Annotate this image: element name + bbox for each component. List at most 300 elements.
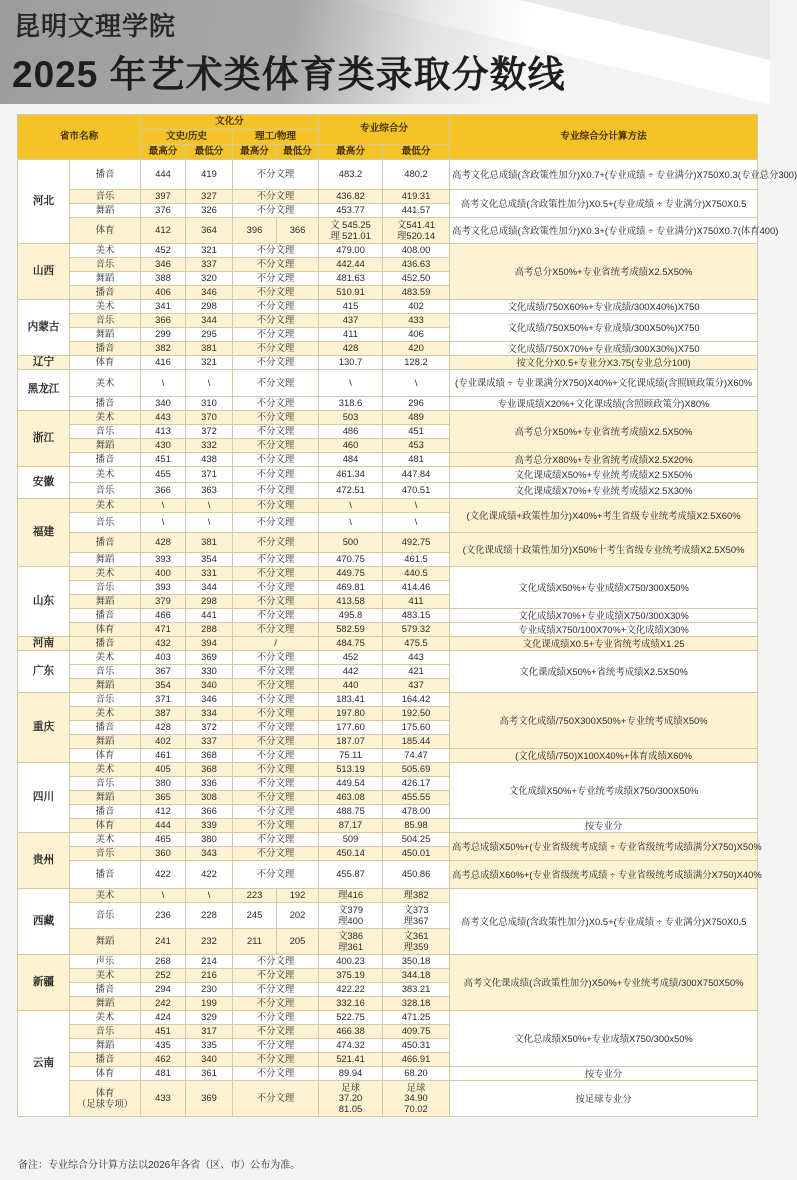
- score-cell: 足球 34.90 70.02: [383, 1081, 450, 1117]
- score-cell: 175.60: [383, 721, 450, 735]
- major-cell: 播音: [70, 533, 141, 553]
- major-cell: 舞蹈: [70, 272, 141, 286]
- table-row: [18, 453, 758, 467]
- major-cell: 舞蹈: [70, 735, 141, 749]
- score-cell: 339: [186, 819, 233, 833]
- major-cell: 美术: [70, 1011, 141, 1025]
- major-cell: 体育: [70, 819, 141, 833]
- major-cell: 音乐: [70, 190, 141, 204]
- method-cell: 按文化分X0.5+专业分X3.75(专业总分100): [450, 356, 758, 370]
- score-cell: 不分文理: [233, 777, 319, 791]
- method-cell: 文化课成绩X70%+专业统考成绩X2.5X30%: [450, 483, 758, 499]
- score-cell: \: [319, 499, 383, 513]
- score-cell: 452.50: [383, 272, 450, 286]
- score-cell: 不分文理: [233, 397, 319, 411]
- score-cell: 478.00: [383, 805, 450, 819]
- score-cell: 480.2: [383, 160, 450, 190]
- major-cell: 音乐: [70, 1025, 141, 1039]
- score-cell: 128.2: [383, 356, 450, 370]
- method-cell: 高考文化总成绩(含政策性加分)X0.3+(专业成绩 ÷ 专业满分)X750X0.7(体育400): [450, 218, 758, 244]
- score-cell: 理416: [319, 889, 383, 903]
- score-cell: 294: [141, 983, 186, 997]
- score-cell: 393: [141, 553, 186, 567]
- score-cell: 452: [319, 651, 383, 665]
- score-cell: 451: [383, 425, 450, 439]
- method-cell: 高考文化总成绩(含政策性加分)X0.5+(专业成绩 ÷ 专业满分)X750X0.5: [450, 190, 758, 218]
- province-name: 重庆: [18, 693, 70, 763]
- score-cell: 不分文理: [233, 595, 319, 609]
- score-cell: 380: [186, 833, 233, 847]
- score-cell: 299: [141, 328, 186, 342]
- score-cell: 346: [186, 693, 233, 707]
- score-cell: 不分文理: [233, 983, 319, 997]
- table-row: [18, 370, 758, 397]
- score-cell: 187.07: [319, 735, 383, 749]
- score-cell: 420: [383, 342, 450, 356]
- score-cell: 388: [141, 272, 186, 286]
- score-cell: 310: [186, 397, 233, 411]
- score-cell: \: [319, 370, 383, 397]
- table-row: [18, 833, 758, 847]
- school-name: 昆明文理学院: [14, 11, 177, 41]
- province-name: 河南: [18, 637, 70, 651]
- score-cell: 不分文理: [233, 370, 319, 397]
- score-cell: \: [186, 499, 233, 513]
- score-cell: 不分文理: [233, 272, 319, 286]
- major-cell: 播音: [70, 861, 141, 889]
- score-cell: 433: [383, 314, 450, 328]
- score-cell: 505.69: [383, 763, 450, 777]
- header-arts: 文史/历史: [141, 130, 233, 145]
- score-cell: 582.59: [319, 623, 383, 637]
- score-cell: 不分文理: [233, 513, 319, 533]
- score-cell: 335: [186, 1039, 233, 1053]
- score-cell: 430: [141, 439, 186, 453]
- score-cell: 484: [319, 453, 383, 467]
- table-row: [18, 356, 758, 370]
- score-cell: 197.80: [319, 707, 383, 721]
- major-cell: 舞蹈: [70, 997, 141, 1011]
- score-cell: 130.7: [319, 356, 383, 370]
- score-cell: 354: [141, 679, 186, 693]
- major-cell: 体育: [70, 623, 141, 637]
- score-cell: 不分文理: [233, 453, 319, 467]
- score-cell: 343: [186, 847, 233, 861]
- table-row: [18, 300, 758, 314]
- score-cell: 438: [186, 453, 233, 467]
- score-cell: 470.51: [383, 483, 450, 499]
- score-cell: 334: [186, 707, 233, 721]
- score-cell: 495.8: [319, 609, 383, 623]
- score-cell: 不分文理: [233, 609, 319, 623]
- score-cell: 440.5: [383, 567, 450, 581]
- major-cell: 播音: [70, 397, 141, 411]
- score-cell: 371: [186, 467, 233, 483]
- table-row: [18, 567, 758, 581]
- major-cell: 音乐: [70, 665, 141, 679]
- score-cell: \: [383, 499, 450, 513]
- score-cell: 415: [319, 300, 383, 314]
- score-cell: /: [233, 637, 319, 651]
- major-cell: 体育: [70, 356, 141, 370]
- score-cell: 317: [186, 1025, 233, 1039]
- score-cell: 437: [383, 679, 450, 693]
- score-cell: 不分文理: [233, 1011, 319, 1025]
- score-cell: 不分文理: [233, 553, 319, 567]
- score-cell: 不分文理: [233, 861, 319, 889]
- score-cell: 74.47: [383, 749, 450, 763]
- score-cell: 75.11: [319, 749, 383, 763]
- major-cell: 体育: [70, 1067, 141, 1081]
- score-cell: 不分文理: [233, 763, 319, 777]
- score-cell: 412: [141, 805, 186, 819]
- score-cell: 426.17: [383, 777, 450, 791]
- province-name: 浙江: [18, 411, 70, 467]
- method-cell: 按专业分: [450, 819, 758, 833]
- header-sci: 理工/物理: [233, 130, 319, 145]
- score-cell: 不分文理: [233, 499, 319, 513]
- score-cell: 432: [141, 637, 186, 651]
- header-method: 专业综合分计算方法: [450, 115, 758, 160]
- score-cell: 453.77: [319, 204, 383, 218]
- major-cell: 舞蹈: [70, 439, 141, 453]
- score-cell: 440: [319, 679, 383, 693]
- score-cell: 不分文理: [233, 833, 319, 847]
- score-cell: 不分文理: [233, 439, 319, 453]
- score-cell: \: [383, 513, 450, 533]
- score-cell: 441.57: [383, 204, 450, 218]
- score-cell: 479.00: [319, 244, 383, 258]
- score-cell: 462: [141, 1053, 186, 1067]
- score-cell: 461: [141, 749, 186, 763]
- score-cell: 455.55: [383, 791, 450, 805]
- province-name: 山西: [18, 244, 70, 300]
- score-cell: 402: [141, 735, 186, 749]
- province-name: 广东: [18, 651, 70, 693]
- method-cell: 高考总分X50%+专业省统考成绩X2.5X50%: [450, 411, 758, 453]
- score-cell: 321: [186, 356, 233, 370]
- header-min: 最低分: [277, 145, 319, 160]
- score-cell: 183.41: [319, 693, 383, 707]
- score-cell: 不分文理: [233, 425, 319, 439]
- method-cell: 文化成绩X70%+专业成绩X750/300X30%: [450, 609, 758, 623]
- score-cell: 268: [141, 955, 186, 969]
- score-cell: 466: [141, 609, 186, 623]
- score-cell: 400.23: [319, 955, 383, 969]
- score-cell: 不分文理: [233, 749, 319, 763]
- score-cell: 不分文理: [233, 286, 319, 300]
- method-cell: 文化成绩/750X60%+专业成绩/300X40%)X750: [450, 300, 758, 314]
- page-title: 2025 年艺术类体育类录取分数线: [12, 54, 566, 95]
- score-cell: 461.5: [383, 553, 450, 567]
- score-cell: 451: [141, 453, 186, 467]
- score-cell: 471.25: [383, 1011, 450, 1025]
- score-cell: 214: [186, 955, 233, 969]
- table-row: [18, 499, 758, 513]
- major-cell: 音乐: [70, 513, 141, 533]
- score-cell: 不分文理: [233, 244, 319, 258]
- major-cell: 美术: [70, 889, 141, 903]
- score-cell: 489: [383, 411, 450, 425]
- method-cell: 文化课成绩X50%+省统考成绩X2.5X50%: [450, 651, 758, 693]
- score-cell: 185.44: [383, 735, 450, 749]
- method-cell: 文化成绩/750X50%+专业成绩/300X50%)X750: [450, 314, 758, 342]
- score-cell: 437: [319, 314, 383, 328]
- major-cell: 音乐: [70, 693, 141, 707]
- major-cell: 音乐: [70, 425, 141, 439]
- score-cell: 340: [186, 1053, 233, 1067]
- table-row: [18, 218, 758, 244]
- score-cell: \: [141, 513, 186, 533]
- score-cell: 不分文理: [233, 819, 319, 833]
- score-cell: 474.32: [319, 1039, 383, 1053]
- score-cell: 文386 理361: [319, 929, 383, 955]
- score-cell: 不分文理: [233, 721, 319, 735]
- major-cell: 美术: [70, 370, 141, 397]
- score-cell: 403: [141, 651, 186, 665]
- method-cell: 文化总成绩X50%+专业成绩X750/300x50%: [450, 1011, 758, 1067]
- score-cell: 435: [141, 1039, 186, 1053]
- score-cell: 不分文理: [233, 847, 319, 861]
- method-cell: 高考总成绩X60%+(专业省级统考成绩 ÷ 专业省级统考成绩满分X750)X40%: [450, 861, 758, 889]
- major-cell: 体育: [70, 218, 141, 244]
- score-cell: \: [186, 889, 233, 903]
- score-cell: 433: [141, 1081, 186, 1117]
- major-cell: 播音: [70, 609, 141, 623]
- score-cell: 406: [383, 328, 450, 342]
- score-cell: 488.75: [319, 805, 383, 819]
- table-row: [18, 749, 758, 763]
- score-cell: 318.6: [319, 397, 383, 411]
- score-cell: 298: [186, 300, 233, 314]
- table-row: [18, 637, 758, 651]
- score-cell: 不分文理: [233, 314, 319, 328]
- score-cell: 不分文理: [233, 997, 319, 1011]
- score-cell: 397: [141, 190, 186, 204]
- score-cell: 416: [141, 356, 186, 370]
- score-cell: 不分文理: [233, 1025, 319, 1039]
- score-cell: 337: [186, 735, 233, 749]
- score-cell: \: [141, 370, 186, 397]
- province-name: 山东: [18, 567, 70, 637]
- score-cell: 509: [319, 833, 383, 847]
- score-cell: 245: [233, 903, 277, 929]
- score-cell: 不分文理: [233, 160, 319, 190]
- header-culture: 文化分: [141, 115, 319, 130]
- score-cell: 372: [186, 425, 233, 439]
- score-cell: 不分文理: [233, 258, 319, 272]
- major-cell: 美术: [70, 467, 141, 483]
- score-cell: 413.58: [319, 595, 383, 609]
- score-cell: 422.22: [319, 983, 383, 997]
- score-cell: 470.75: [319, 553, 383, 567]
- score-cell: 394: [186, 637, 233, 651]
- score-cell: 475.5: [383, 637, 450, 651]
- score-cell: 382: [141, 342, 186, 356]
- method-cell: 文化课成绩X50%+专业统考成绩X2.5X50%: [450, 467, 758, 483]
- major-cell: 播音: [70, 286, 141, 300]
- score-cell: 449.54: [319, 777, 383, 791]
- score-cell: 223: [233, 889, 277, 903]
- score-cell: 87.17: [319, 819, 383, 833]
- major-cell: 播音: [70, 1053, 141, 1067]
- score-cell: 236: [141, 903, 186, 929]
- score-cell: 381: [186, 342, 233, 356]
- score-cell: 500: [319, 533, 383, 553]
- score-cell: 428: [141, 533, 186, 553]
- score-cell: 228: [186, 903, 233, 929]
- score-cell: 383.21: [383, 983, 450, 997]
- province-name: 云南: [18, 1011, 70, 1117]
- score-cell: 321: [186, 244, 233, 258]
- table-row: [18, 955, 758, 969]
- score-cell: 288: [186, 623, 233, 637]
- major-cell: 美术: [70, 567, 141, 581]
- province-name: 内蒙古: [18, 300, 70, 356]
- score-cell: 326: [186, 204, 233, 218]
- score-cell: 242: [141, 997, 186, 1011]
- province-name: 贵州: [18, 833, 70, 889]
- table-row: [18, 397, 758, 411]
- major-cell: 舞蹈: [70, 553, 141, 567]
- score-cell: 428: [141, 721, 186, 735]
- score-cell: 449.75: [319, 567, 383, 581]
- header-max: 最高分: [233, 145, 277, 160]
- score-cell: 文379 理400: [319, 903, 383, 929]
- admission-score-table: [17, 114, 797, 1117]
- score-cell: 164.42: [383, 693, 450, 707]
- score-cell: 379: [141, 595, 186, 609]
- score-cell: 不分文理: [233, 411, 319, 425]
- score-cell: 405: [141, 763, 186, 777]
- score-cell: 466.38: [319, 1025, 383, 1039]
- table-row: [18, 314, 758, 328]
- major-cell: 舞蹈: [70, 1039, 141, 1053]
- score-cell: 327: [186, 190, 233, 204]
- score-cell: 460: [319, 439, 383, 453]
- table-row: [18, 1011, 758, 1025]
- score-cell: 368: [186, 749, 233, 763]
- footnote: 备注：专业综合分计算方法以2026年各省（区、市）公布为准。: [18, 1160, 301, 1171]
- province-name: 新疆: [18, 955, 70, 1011]
- table-row: [18, 609, 758, 623]
- header-province: 省市名称: [18, 115, 141, 160]
- major-cell: 美术: [70, 244, 141, 258]
- score-cell: 455: [141, 467, 186, 483]
- major-cell: 舞蹈: [70, 791, 141, 805]
- score-cell: 不分文理: [233, 581, 319, 595]
- score-cell: 199: [186, 997, 233, 1011]
- score-cell: 不分文理: [233, 693, 319, 707]
- province-name: 四川: [18, 763, 70, 833]
- score-cell: 341: [141, 300, 186, 314]
- score-cell: 346: [186, 286, 233, 300]
- score-cell: 443: [383, 651, 450, 665]
- method-cell: 专业成绩X750/100X70%+文化成绩X30%: [450, 623, 758, 637]
- score-cell: 369: [186, 1081, 233, 1117]
- score-cell: 422: [186, 861, 233, 889]
- score-cell: 451: [141, 1025, 186, 1039]
- score-cell: 336: [186, 777, 233, 791]
- score-cell: 450.31: [383, 1039, 450, 1053]
- score-cell: \: [186, 513, 233, 533]
- score-cell: 419.31: [383, 190, 450, 204]
- score-cell: 361: [186, 1067, 233, 1081]
- method-cell: 文化课成绩X0.5+专业省统考成绩X1.25: [450, 637, 758, 651]
- score-cell: 346: [141, 258, 186, 272]
- score-cell: 332: [186, 439, 233, 453]
- method-cell: 高考总分X80%+专业省统考成绩X2.5X20%: [450, 453, 758, 467]
- method-cell: (文化课成绩十政策性加分)X50%十考生省级专业统考成绩X2.5X50%: [450, 533, 758, 567]
- score-cell: 320: [186, 272, 233, 286]
- score-cell: 344.18: [383, 969, 450, 983]
- province-name: 辽宁: [18, 356, 70, 370]
- score-cell: 450.14: [319, 847, 383, 861]
- score-cell: 不分文理: [233, 356, 319, 370]
- major-cell: 美术: [70, 833, 141, 847]
- score-cell: 413: [141, 425, 186, 439]
- major-cell: 播音: [70, 342, 141, 356]
- score-cell: 354: [186, 553, 233, 567]
- score-cell: \: [186, 370, 233, 397]
- score-cell: 396: [233, 218, 277, 244]
- score-cell: 不分文理: [233, 483, 319, 499]
- table-row: [18, 533, 758, 553]
- score-cell: 不分文理: [233, 791, 319, 805]
- score-cell: 不分文理: [233, 300, 319, 314]
- header-min: 最低分: [186, 145, 233, 160]
- score-cell: 381: [186, 533, 233, 553]
- major-cell: 舞蹈: [70, 595, 141, 609]
- score-cell: 447.84: [383, 467, 450, 483]
- score-cell: 足球 37.20 81.05: [319, 1081, 383, 1117]
- score-cell: 450.01: [383, 847, 450, 861]
- score-cell: 441: [186, 609, 233, 623]
- score-cell: 不分文理: [233, 567, 319, 581]
- score-cell: 450.86: [383, 861, 450, 889]
- score-cell: 442: [319, 665, 383, 679]
- score-cell: 436.82: [319, 190, 383, 204]
- score-cell: 不分文理: [233, 328, 319, 342]
- score-cell: 504.25: [383, 833, 450, 847]
- method-cell: 高考文化课成绩(含政策性加分)X50%+专业统考成绩/300X750X50%: [450, 955, 758, 1011]
- score-cell: 461.34: [319, 467, 383, 483]
- major-cell: 音乐: [70, 314, 141, 328]
- score-cell: 492.75: [383, 533, 450, 553]
- score-cell: 216: [186, 969, 233, 983]
- score-cell: 308: [186, 791, 233, 805]
- score-cell: 350.18: [383, 955, 450, 969]
- table-row: [18, 861, 758, 889]
- table-row: [18, 1081, 758, 1117]
- major-cell: 音乐: [70, 483, 141, 499]
- score-cell: 344: [186, 314, 233, 328]
- score-cell: 366: [141, 314, 186, 328]
- score-cell: 不分文理: [233, 623, 319, 637]
- score-cell: 不分文理: [233, 467, 319, 483]
- score-cell: 241: [141, 929, 186, 955]
- major-cell: 播音: [70, 637, 141, 651]
- major-cell: 美术: [70, 969, 141, 983]
- table-row: [18, 651, 758, 665]
- score-cell: 453: [383, 439, 450, 453]
- score-cell: 442.44: [319, 258, 383, 272]
- score-cell: 202: [277, 903, 319, 929]
- score-cell: 205: [277, 929, 319, 955]
- score-cell: 不分文理: [233, 955, 319, 969]
- score-cell: 513.19: [319, 763, 383, 777]
- score-cell: 340: [141, 397, 186, 411]
